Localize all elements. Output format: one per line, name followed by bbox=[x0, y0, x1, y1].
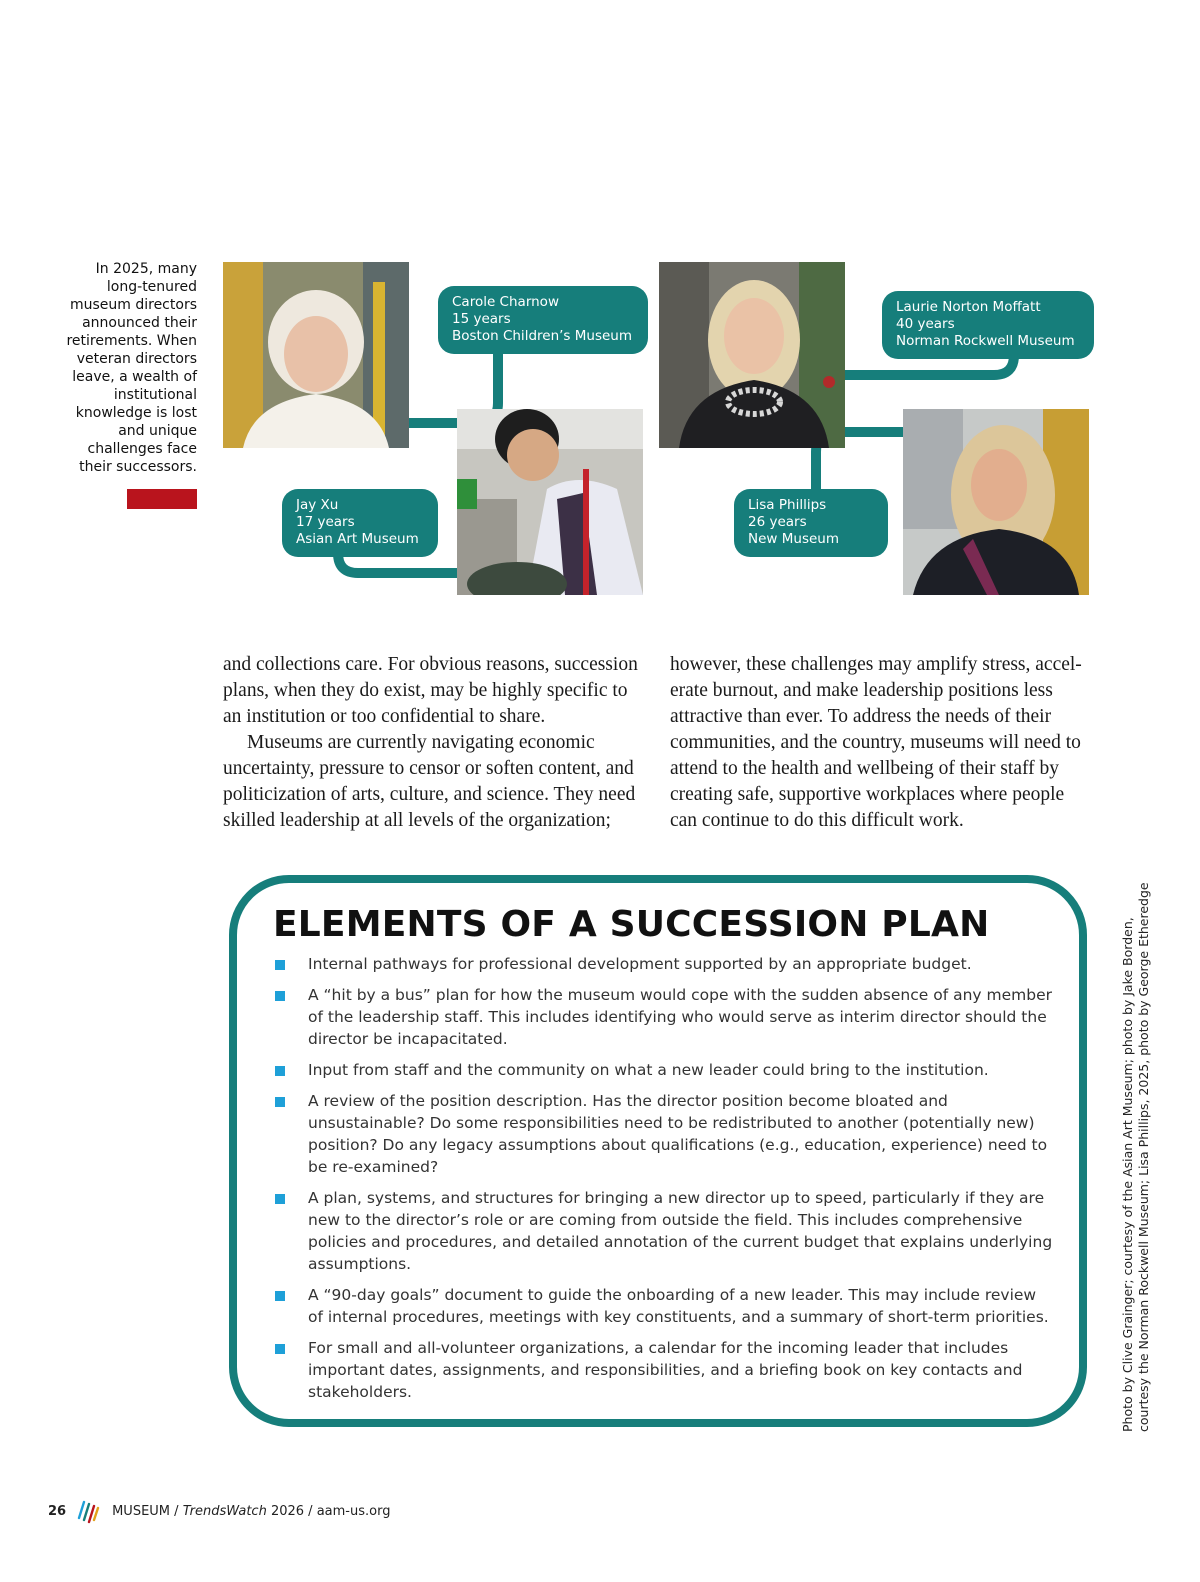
photo-credit: Photo by Clive Grainger; courtesy of the Asian Art Museum; photo by Jake Borden, courtesy the Norman Rockwell Museum; Lisa Phillips, 2025, photo by George Etheredge bbox=[1120, 882, 1151, 1432]
footer-separator: / bbox=[170, 1503, 183, 1519]
photo-laurie-norton-moffatt bbox=[659, 262, 845, 448]
bullet-square-icon bbox=[275, 1344, 285, 1354]
list-item-text: A “hit by a bus” plan for how the museum would cope with the sudden absence of any member of the leadership staff. This includes identifying who would serve as interim director should the director be incapacitated. bbox=[308, 986, 1052, 1048]
callout-jay-xu bbox=[282, 489, 438, 557]
bullet-square-icon bbox=[275, 960, 285, 970]
body-paragraph: however, these challenges may amplify stress, accel-erate burnout, and make leadership positions less attractive than ever. To address the needs of their communities, and the country, museums will need to attend to the health and wellbeing of their staff by creating safe, supportive workplaces where people can continue to do this difficult work. bbox=[670, 654, 1082, 831]
director-name: Carole Charnow bbox=[452, 294, 559, 310]
aam-logo-icon bbox=[76, 1498, 100, 1524]
list-item bbox=[273, 1090, 1053, 1178]
list-item bbox=[273, 1284, 1053, 1328]
list-item bbox=[273, 1059, 1053, 1081]
director-museum: New Museum bbox=[748, 531, 839, 547]
footer-separator: / bbox=[304, 1503, 317, 1519]
callout-carole-charnow bbox=[438, 286, 648, 354]
bullet-square-icon bbox=[275, 991, 285, 1001]
director-tenure: 40 years bbox=[896, 316, 955, 332]
footer-series: TrendsWatch bbox=[182, 1503, 267, 1519]
director-name: Jay Xu bbox=[296, 497, 339, 513]
body-column-left bbox=[223, 652, 643, 834]
list-item-text: A plan, systems, and structures for bringing a new director up to speed, particularly if they are new to the director’s role or are coming from outside the field. This includes comprehensive policies and procedures, and detailed annotation of the current budget that explains underlying assumptions. bbox=[308, 1189, 1053, 1273]
list-item bbox=[273, 984, 1053, 1050]
photo-carole-charnow bbox=[223, 262, 409, 448]
photo-lisa-phillips bbox=[903, 409, 1089, 595]
footer-site-link[interactable]: aam-us.org bbox=[316, 1503, 391, 1519]
list-item-text: Input from staff and the community on what a new leader could bring to the institution. bbox=[308, 1061, 989, 1079]
list-item bbox=[273, 1337, 1053, 1403]
director-tenure: 26 years bbox=[748, 514, 807, 530]
bullet-square-icon bbox=[275, 1066, 285, 1076]
list-item bbox=[273, 1187, 1053, 1275]
callout-laurie-norton-moffatt bbox=[882, 291, 1094, 359]
list-item-text: For small and all-volunteer organizations, a calendar for the incoming leader that includes important dates, assignments, and responsibilities, and a briefing book on key contacts and stakeholders. bbox=[308, 1339, 1023, 1401]
list-item-text: A “90-day goals” document to guide the onboarding of a new leader. This may include review of internal procedures, meetings with key constituents, and a summary of short-term priorities. bbox=[308, 1286, 1049, 1326]
director-name: Lisa Phillips bbox=[748, 497, 827, 513]
photo-jay-xu bbox=[457, 409, 643, 595]
director-museum: Norman Rockwell Museum bbox=[896, 333, 1075, 349]
director-museum: Boston Children’s Museum bbox=[452, 328, 632, 344]
footer-year: 2026 bbox=[266, 1503, 305, 1519]
director-museum: Asian Art Museum bbox=[296, 531, 419, 547]
list-item-text: Internal pathways for professional development supported by an appropriate budget. bbox=[308, 955, 972, 973]
footer-publication: MUSEUM bbox=[112, 1503, 171, 1519]
director-name: Laurie Norton Moffatt bbox=[896, 299, 1041, 315]
director-tenure: 15 years bbox=[452, 311, 511, 327]
sidebar-note: In 2025, many long-tenured museum directors announced their retirements. When veteran directors leave, a wealth of institutional knowledge is lost and unique challenges face their successors. bbox=[66, 261, 197, 475]
bullet-square-icon bbox=[275, 1194, 285, 1204]
callout-lisa-phillips bbox=[734, 489, 888, 557]
body-column-right bbox=[670, 652, 1086, 834]
page-footer bbox=[48, 1498, 390, 1524]
bullet-square-icon bbox=[275, 1291, 285, 1301]
director-tenure: 17 years bbox=[296, 514, 355, 530]
bullet-square-icon bbox=[275, 1097, 285, 1107]
red-accent-bar bbox=[127, 489, 197, 509]
succession-plan-list bbox=[273, 953, 1053, 1412]
succession-plan-title: ELEMENTS OF A SUCCESSION PLAN bbox=[273, 904, 990, 945]
body-paragraph: and collections care. For obvious reasons, succession plans, when they do exist, may be highly specific to an institution or too confidential to share. bbox=[223, 654, 638, 727]
body-paragraph: Museums are currently navigating economic uncertainty, pressure to censor or soften content, and politicization of arts, culture, and science. They need skilled leadership at all levels of the organization; bbox=[223, 732, 636, 831]
page-number: 26 bbox=[48, 1503, 67, 1519]
list-item bbox=[273, 953, 1053, 975]
list-item-text: A review of the position description. Has the director position become bloated and unsustainable? Do some responsibilities need to be redistributed to another (potentially new) position? Do any legacy assumptions about qualifications (e.g., education, experience) need to be re-examined? bbox=[308, 1092, 1048, 1176]
